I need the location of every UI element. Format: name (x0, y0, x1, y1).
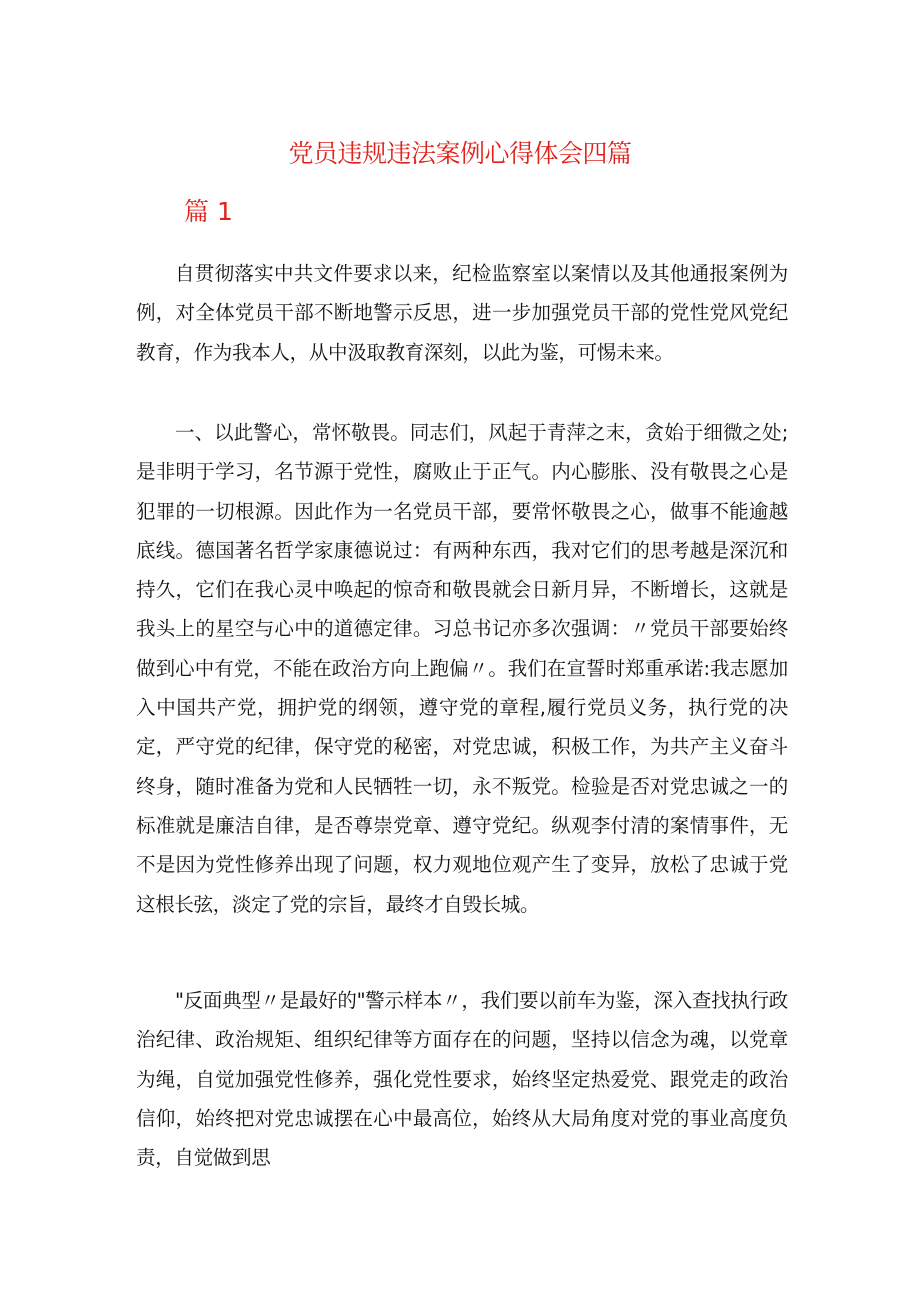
paragraph-2: 一、以此警心，常怀敬畏。同志们，风起于青萍之末，贪始于细微之处;是非明于学习，名节源于党性，腐败止于正气。内心膨胀、没有敬畏之心是犯罪的一切根源。因此作为一名党员干部，要常怀敬畏之心，做事不能逾越底线。德国著名哲学家康德说过：有两种东西，我对它们的思考越是深沉和持久，它们在我心灵中唤起的惊奇和敬畏就会日新月异，不断增长，这就是我头上的星空与心中的道德定律。习总书记亦多次强调：〃党员干部要始终做到心中有党，不能在政治方向上跑偏〃。我们在宣誓时郑重承诺:我志愿加入中国共产党，拥护党的纲领，遵守党的章程,履行党员义务，执行党的决定，严守党的纪律，保守党的秘密，对党忠诚，积极工作，为共产主义奋斗终身，随时准备为党和人民牺牲一切，永不叛党。检验是否对党忠诚之一的标准就是廉洁自律，是否尊崇党章、遵守党纪。纵观李付清的案情事件，无不是因为党性修养出现了问题，权力观地位观产生了变异，放松了忠诚于党这根长弦，淡定了党的宗旨，最终才自毁长城。 (136, 421, 788, 916)
section-heading: 篇 1 (184, 197, 233, 226)
paragraph-1: 自贯彻落实中共文件要求以来，纪检监察室以案情以及其他通报案例为例，对全体党员干部不断地警示反思，进一步加强党员干部的党性党风党纪教育，作为我本人，从中汲取教育深刻，以此为鉴，可惕未来。 (136, 262, 788, 364)
document-title: 党员违规违法案例心得体会四篇 (288, 139, 632, 168)
paragraph-3: "反面典型〃是最好的"警示样本〃，我们要以前车为鉴，深入查找执行政治纪律、政治规矩、组织纪律等方面存在的问题，坚持以信念为魂，以党章为绳，自觉加强党性修养，强化党性要求，始终坚定热爱党、跟党走的政治信仰，始终把对党忠诚摆在心中最高位，始终从大局角度对党的事业高度负责，自觉做到思 (136, 989, 788, 1170)
